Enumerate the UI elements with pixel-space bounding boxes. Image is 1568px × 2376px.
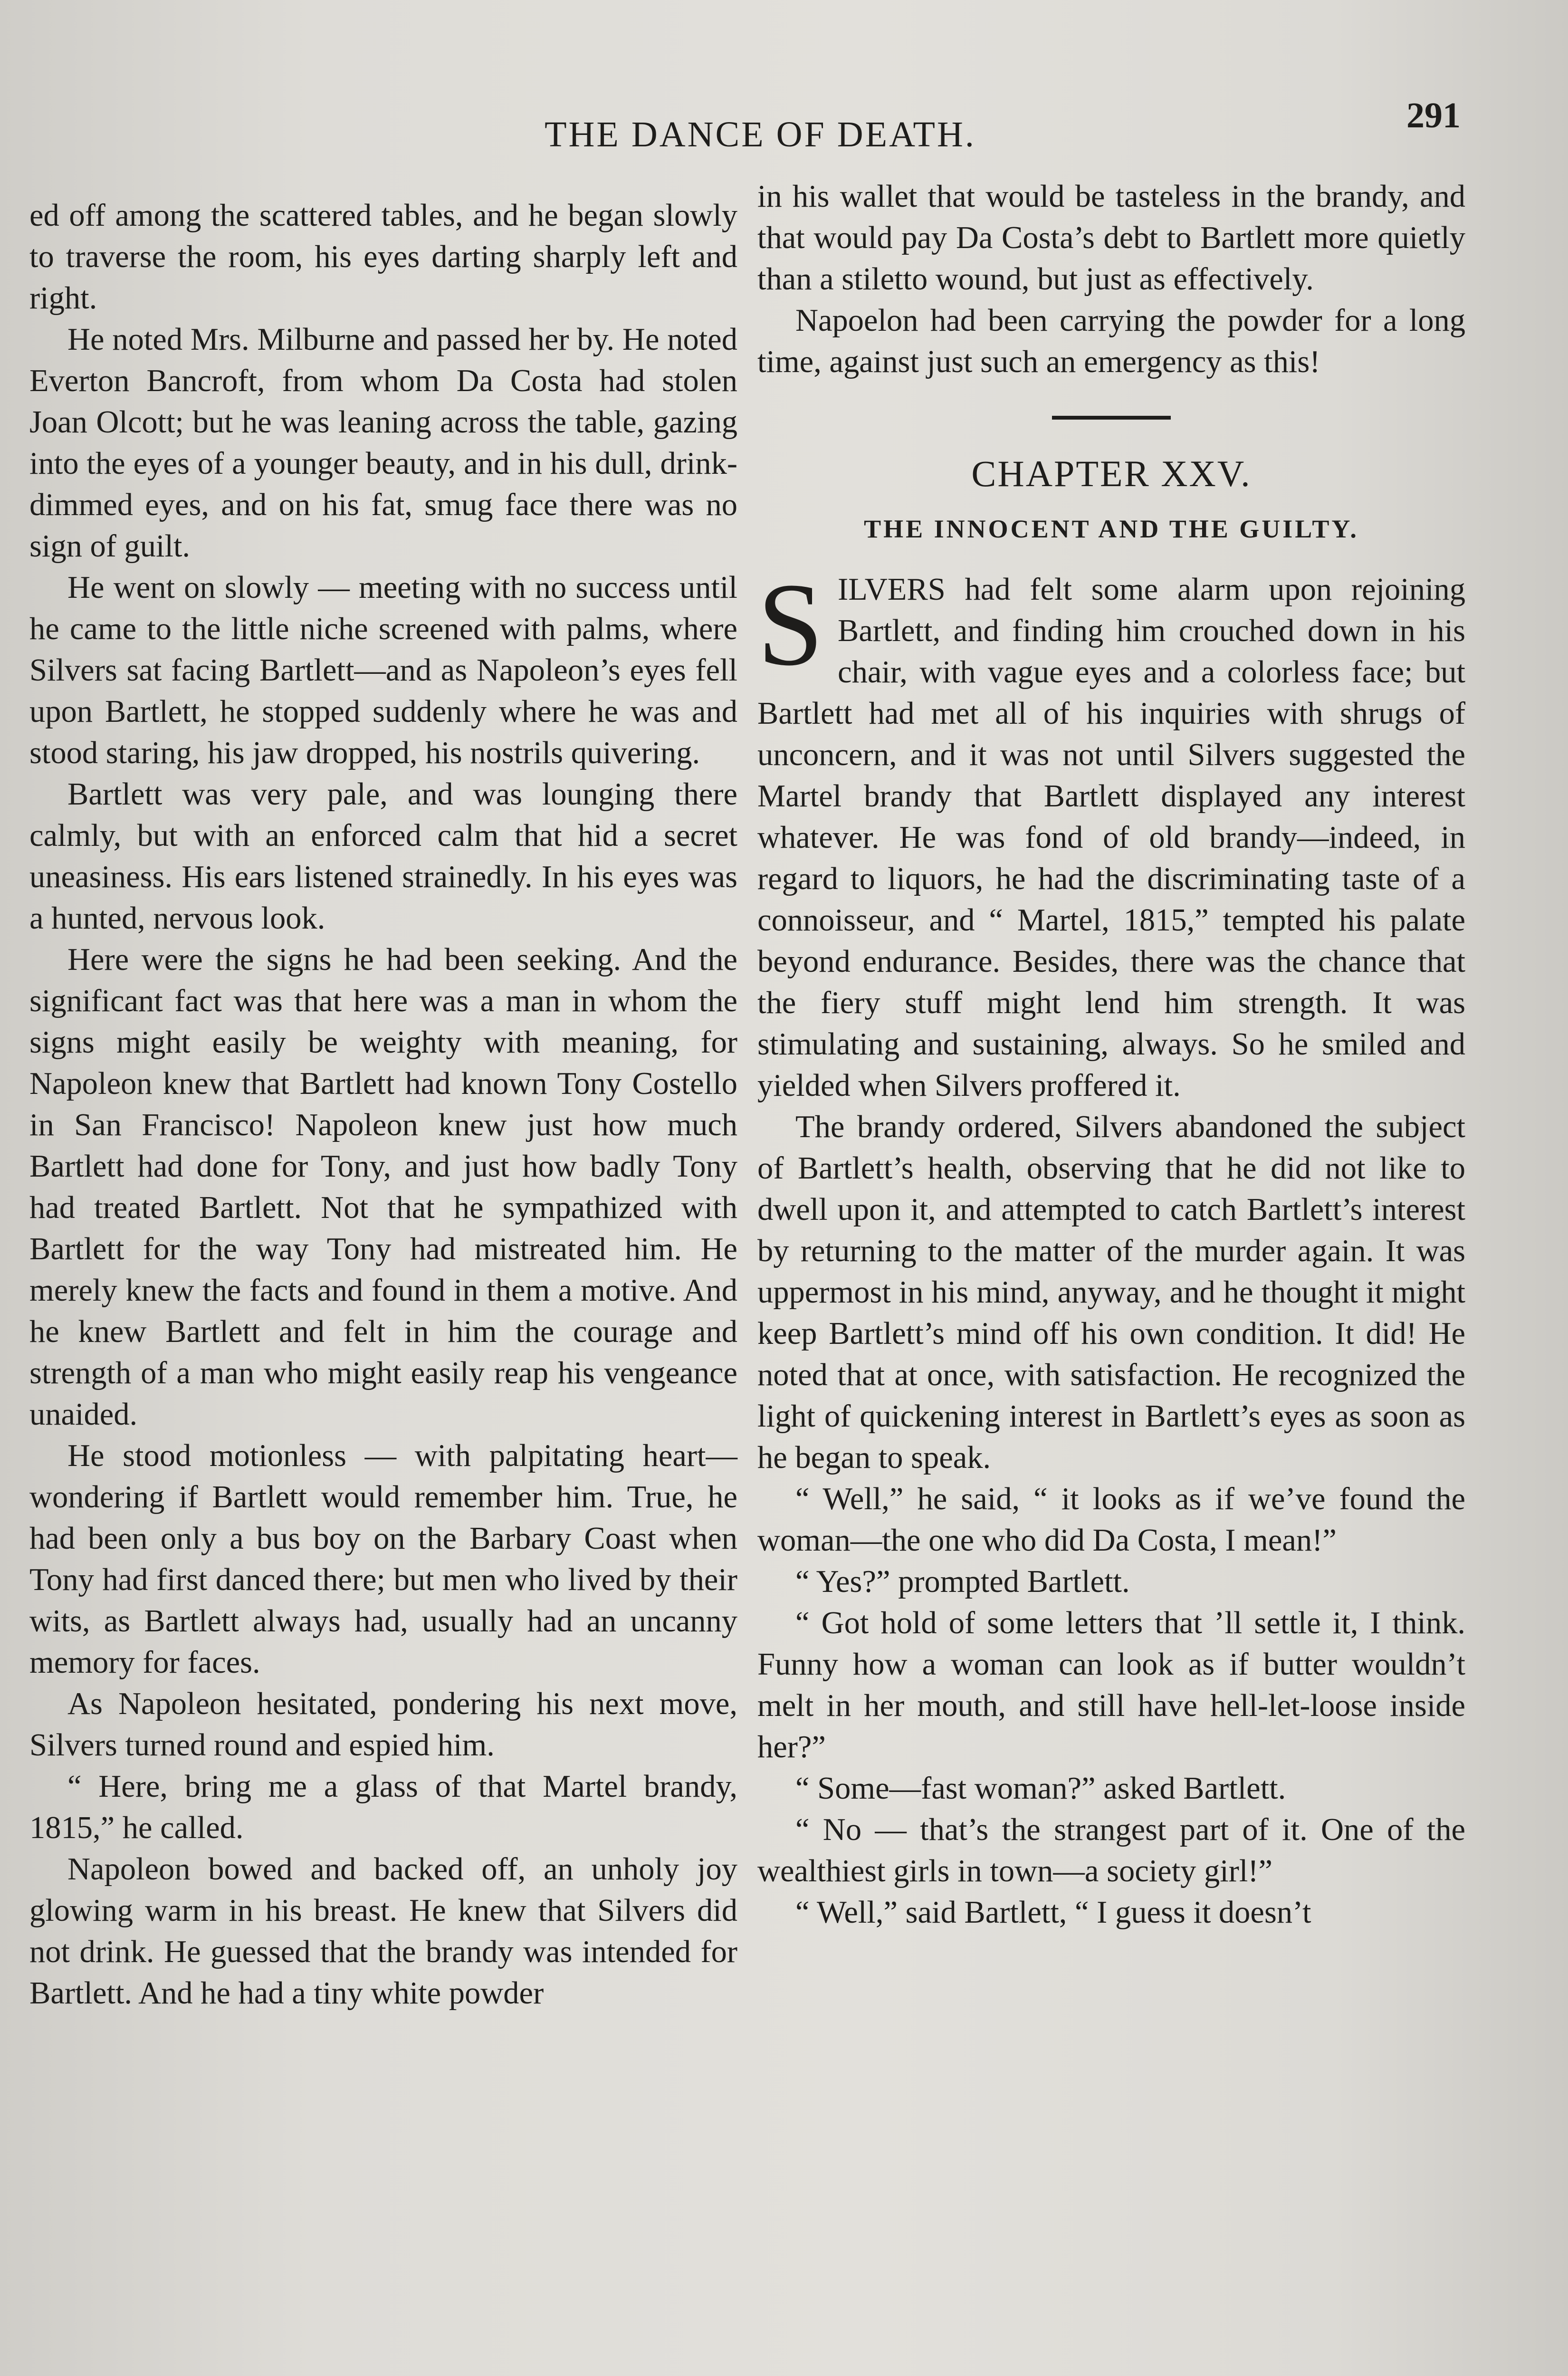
paragraph: “ Yes?” prompted Bartlett. <box>795 1564 1130 1599</box>
left-column <box>29 195 737 2014</box>
page-number: 291 <box>1406 96 1461 135</box>
chapter-title: CHAPTER XXV. <box>971 453 1252 494</box>
right-column <box>757 176 1465 1933</box>
paragraph: He went on slowly — meeting with no success until he came to the little niche screened with palms, where Silvers sat facing Bartlett—and as Napoleon’s eyes fell upon Bartlett, he stopped suddenly where he was and stood staring, his jaw dropped, his nostrils quivering. <box>29 570 737 770</box>
paragraph: “ Well,” he said, “ it looks as if we’ve found the woman—the one who did Da Costa, I mean!” <box>757 1482 1465 1558</box>
section-divider <box>1052 416 1171 420</box>
paragraph: Bartlett was very pale, and was lounging there calmly, but with an enforced calm that hid a secret uneasiness. His ears listened strainedly. In his eyes was a hunted, nervous look. <box>29 777 737 936</box>
chapter-opening-paragraph <box>757 559 1465 1106</box>
paragraph: The brandy ordered, Silvers abandoned the subject of Bartlett’s health, observing that he did not like to dwell upon it, and attempted to catch Bartlett’s interest by returning to the matter of the murder again. It was uppermost in his mind, anyway, and he thought it might keep Bartlett’s mind off his own condition. It did! He noted that at once, with satisfaction. He recognized the light of quickening interest in Bartlett’s eyes as soon as he began to speak. <box>757 1110 1465 1475</box>
paragraph: “ Got hold of some letters that ’ll settle it, I think. Funny how a woman can look as if butter wouldn’t melt in her mouth, and still have hell-let-loose inside her?” <box>757 1606 1465 1764</box>
running-title: THE DANCE OF DEATH. <box>545 115 976 154</box>
paragraph: He stood motionless — with palpitating heart—wondering if Bartlett would remember him. True, he had been only a bus boy on the Barbary Coast when Tony had first danced there; but men who lived by their wits, as Bartlett always had, usually had an uncanny memory for faces. <box>29 1438 737 1680</box>
paragraph: “ Some—fast woman?” asked Bartlett. <box>795 1771 1286 1806</box>
paragraph: Napoelon had been carrying the powder for a long time, against just such an emergency as this! <box>757 303 1465 379</box>
paragraph: As Napoleon hesitated, pondering his next move, Silvers turned round and espied him. <box>29 1686 737 1763</box>
paragraph: in his wallet that would be tasteless in the brandy, and that would pay Da Costa’s debt to Bartlett more quietly than a stiletto wound, but just as effectively. <box>757 179 1465 297</box>
paragraph: He noted Mrs. Milburne and passed her by. He noted Everton Bancroft, from whom Da Costa had stolen Joan Olcott; but he was leaning across the table, gazing into the eyes of a younger beauty, and in his dull, drink-dimmed eyes, and on his fat, smug face there was no sign of guilt. <box>29 322 737 564</box>
opening-text: ILVERS had felt some alarm upon rejoining Bartlett, and finding him crouched down in his chair, with vague eyes and a colorless face; but Bartlett had met all of his inquiries with shrugs of unconcern, and it was not until Silvers suggested the Martel brandy that Bartlett displayed any interest whatever. He was fond of old brandy—indeed, in regard to liquors, he had the discriminating taste of a connoisseur, and “ Martel, 1815,” tempted his palate beyond endurance. Besides, there was the chance that the fiery stuff might lend him strength. It was stimulating and sustaining, always. So he smiled and yielded when Silvers proffered it. <box>757 572 1465 1103</box>
paragraph: “ Well,” said Bartlett, “ I guess it doesn’t <box>795 1895 1311 1930</box>
paragraph: “ Here, bring me a glass of that Martel brandy, 1815,” he called. <box>29 1769 737 1845</box>
drop-cap: S <box>757 559 824 690</box>
paragraph: Here were the signs he had been seeking. And the significant fact was that here was a man in whom the signs might easily be weighty with meaning, for Napoleon knew that Bartlett had known Tony Costello in San Francisco! Napoleon knew just how much Bartlett had done for Tony, and just how badly Tony had treated Bartlett. Not that he sympathized with Bartlett for the way Tony had mistreated him. He merely knew the facts and found in them a motive. And he knew Bartlett and felt in him the courage and strength of a man who might easily reap his vengeance unaided. <box>29 942 737 1432</box>
paragraph: ed off among the scattered tables, and he began slowly to traverse the room, his eyes darting sharply left and right. <box>29 198 737 316</box>
paragraph: Napoleon bowed and backed off, an unholy joy glowing warm in his breast. He knew that Silvers did not drink. He guessed that the brandy was intended for Bartlett. And he had a tiny white powder <box>29 1852 737 2011</box>
paragraph: “ No — that’s the strangest part of it. One of the wealthiest girls in town—a society girl!” <box>757 1812 1465 1888</box>
chapter-subtitle: THE INNOCENT AND THE GUILTY. <box>864 515 1359 543</box>
